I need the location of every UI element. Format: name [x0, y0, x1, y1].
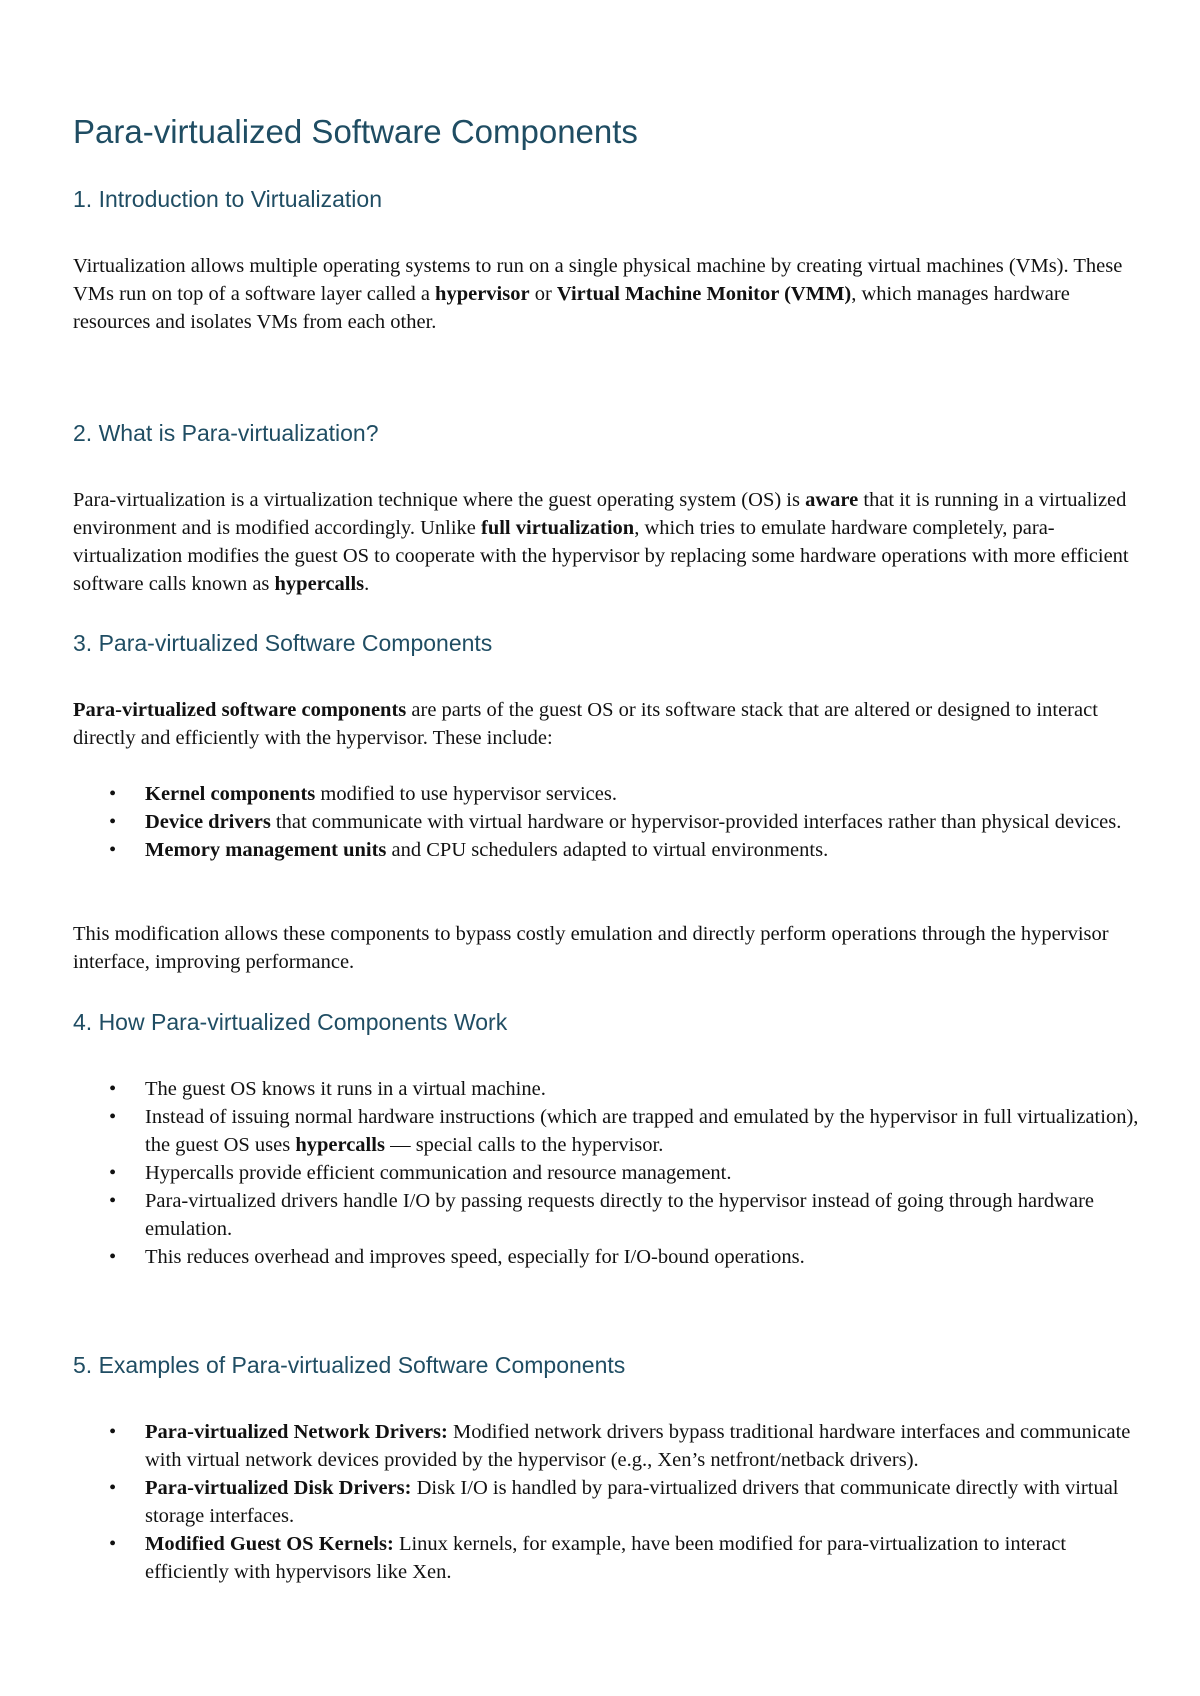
section-1-heading: 1. Introduction to Virtualization	[73, 186, 382, 212]
section-5-list	[73, 1418, 1143, 1586]
section-2-paragraph: Para-virtualization is a virtualization technique where the guest operating system (OS) is aware that it is running in a virtualized environment and is modified accordingly. Unlike full virtualization, which tries to emulate hardware completely, para-virtualization modifies the guest OS to cooperate with the hypervisor by replacing some hardware operations with more efficient software calls known as hypercalls.	[73, 489, 1129, 595]
section-1-paragraph: Virtualization allows multiple operating systems to run on a single physical machine by creating virtual machines (VMs). These VMs run on top of a software layer called a hypervisor or Virtual Machine Monitor (VMM), which manages hardware resources and isolates VMs from each other.	[73, 255, 1123, 333]
section-3-heading: 3. Para-virtualized Software Components	[73, 630, 493, 656]
list-item: • The guest OS knows it runs in a virtual machine.	[73, 1075, 1143, 1103]
list-item: • Memory management units and CPU schedulers adapted to virtual environments.	[73, 836, 1143, 864]
list-item: • Para-virtualized Network Drivers: Modified network drivers bypass traditional hardware interfaces and communicate with virtual network devices provided by the hypervisor (e.g., Xen’s netfront/netback drivers).	[73, 1418, 1143, 1474]
section-3-paragraph: Para-virtualized software components are parts of the guest OS or its software stack that are altered or designed to interact directly and efficiently with the hypervisor. These include:	[73, 699, 1098, 749]
list-item: • Para-virtualized drivers handle I/O by passing requests directly to the hypervisor instead of going through hardware emulation.	[73, 1187, 1143, 1243]
page-title: Para-virtualized Software Components	[73, 113, 638, 150]
list-item: • Para-virtualized Disk Drivers: Disk I/O is handled by para-virtualized drivers that communicate directly with virtual storage interfaces.	[73, 1474, 1143, 1530]
list-item: • Kernel components modified to use hypervisor services.	[73, 780, 1143, 808]
list-item: • This reduces overhead and improves speed, especially for I/O-bound operations.	[73, 1243, 1143, 1271]
list-item: • Instead of issuing normal hardware instructions (which are trapped and emulated by the hypervisor in full virtualization), the guest OS uses hypercalls — special calls to the hypervisor.	[73, 1103, 1143, 1159]
section-3-closing-paragraph: This modification allows these components to bypass costly emulation and directly perform operations through the hypervisor interface, improving performance.	[73, 923, 1109, 973]
section-3-list	[73, 780, 1143, 864]
section-5-heading: 5. Examples of Para-virtualized Software Components	[73, 1352, 626, 1378]
list-item: • Device drivers that communicate with virtual hardware or hypervisor-provided interfaces rather than physical devices.	[73, 808, 1143, 836]
list-item: • Modified Guest OS Kernels: Linux kernels, for example, have been modified for para-virtualization to interact efficiently with hypervisors like Xen.	[73, 1530, 1143, 1586]
section-2-heading: 2. What is Para-virtualization?	[73, 420, 379, 446]
list-item: • Hypercalls provide efficient communication and resource management.	[73, 1159, 1143, 1187]
section-4-heading: 4. How Para-virtualized Components Work	[73, 1009, 508, 1035]
section-4-list	[73, 1075, 1143, 1271]
